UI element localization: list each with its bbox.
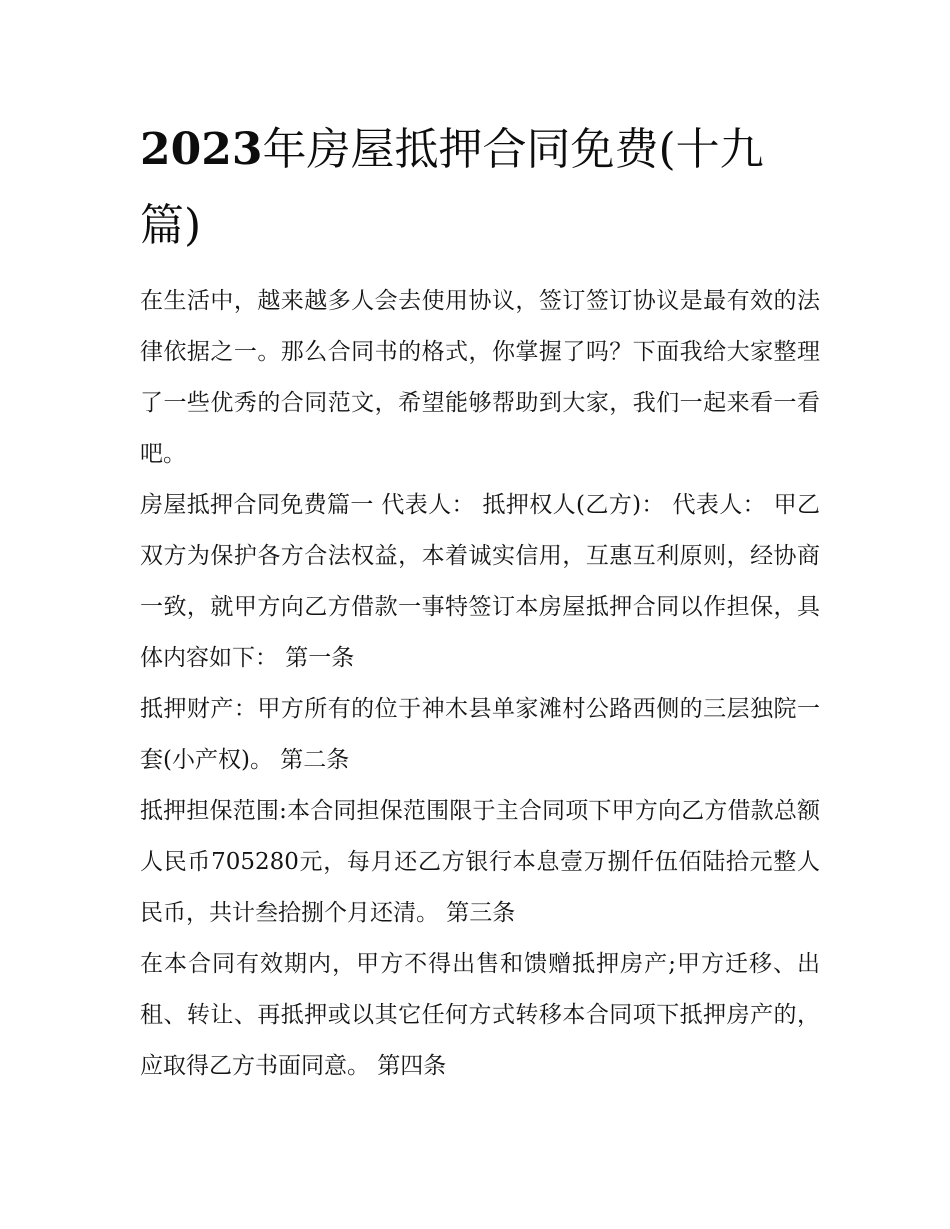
title-year: 2023 (140, 124, 263, 175)
contract-preamble-paragraph: 房屋抵押合同免费篇一 代表人： 抵押权人(乙方)： 代表人： 甲乙双方为保护各方合法权益，本着诚实信用，互惠互利原则，经协商一致，就甲方向乙方借款一事特签订本房屋抵押合同以作担保，具体内容如下： 第一条 (140, 492, 820, 671)
title-text: 年房屋抵押合同免费(十九篇) (140, 124, 764, 251)
intro-paragraph: 在生活中，越来越多人会去使用协议，签订签订协议是最有效的法律依据之一。那么合同书的格式，你掌握了吗？下面我给大家整理了一些优秀的合同范文，希望能够帮助到大家，我们一起来看一看吧。 (140, 288, 820, 467)
article-3-paragraph: 在本合同有效期内，甲方不得出售和馈赠抵押房产;甲方迁移、出租、转让、再抵押或以其它任何方式转移本合同项下抵押房产的，应取得乙方书面同意。 第四条 (140, 951, 820, 1079)
article-2-paragraph: 抵押担保范围:本合同担保范围限于主合同项下甲方向乙方借款总额人民币705280元，每月还乙方银行本息壹万捌仟伍佰陆拾元整人民币，共计叁拾捌个月还清。 第三条 (140, 798, 820, 926)
article-1-paragraph: 抵押财产：甲方所有的位于神木县单家滩村公路西侧的三层独院一套(小产权)。 第二条 (140, 696, 820, 773)
document-body (140, 276, 820, 1092)
document-title (140, 112, 820, 264)
